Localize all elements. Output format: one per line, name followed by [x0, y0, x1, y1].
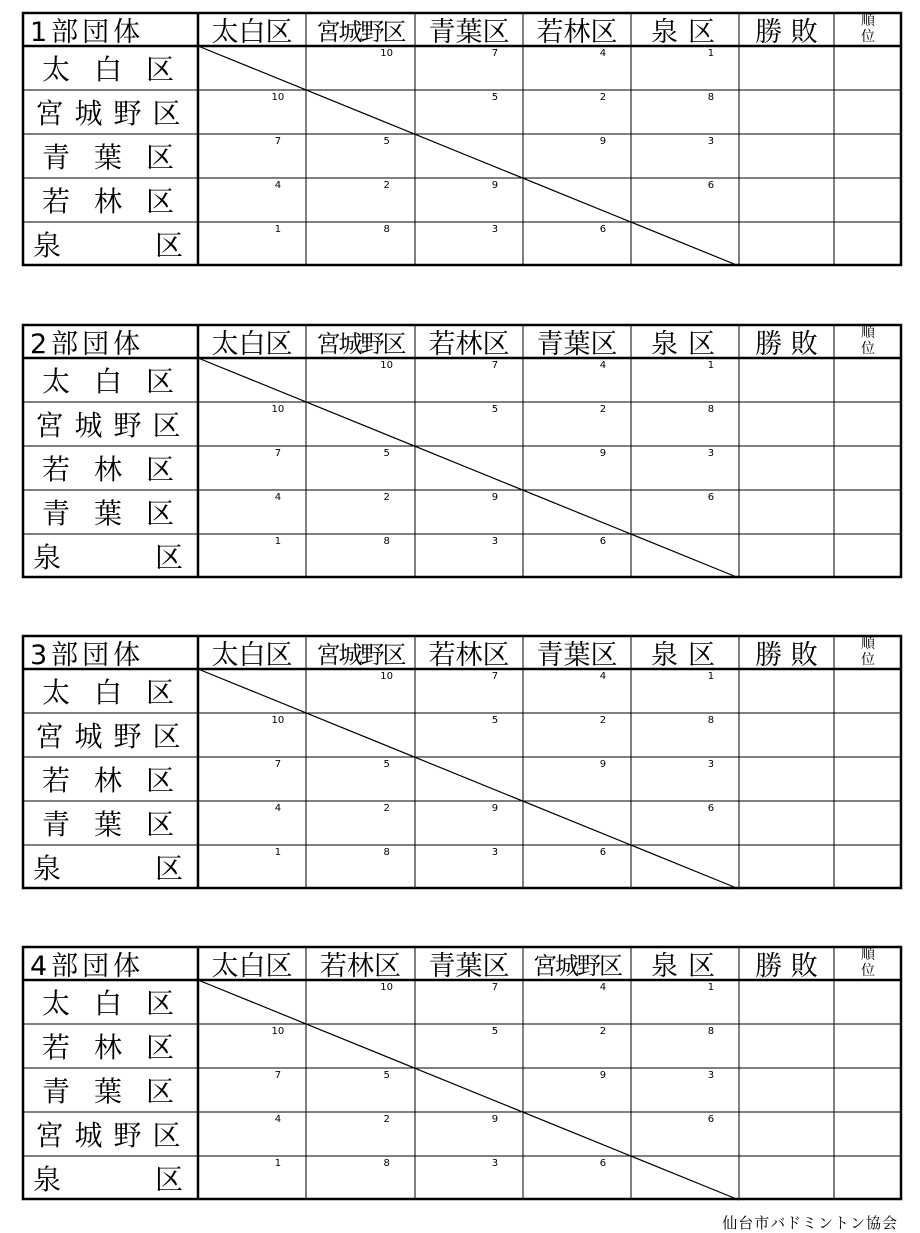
match-number: 5	[491, 715, 499, 726]
match-number: 2	[383, 492, 390, 503]
row-header-team	[22, 134, 198, 178]
match-number: 8	[383, 224, 390, 235]
column-header-team: 青葉区	[536, 639, 618, 669]
match-number: 9	[599, 448, 607, 459]
column-header-team: 若林区	[320, 950, 401, 980]
row-header-team	[22, 1024, 198, 1068]
row-header-char: 区	[152, 1119, 181, 1152]
column-header-win-loss: 勝 敗	[755, 16, 818, 46]
row-header-char: 区	[152, 409, 181, 442]
row-header-char: 青	[41, 497, 70, 530]
column-header-team: 宮城野区	[316, 17, 405, 46]
row-header-char: 区	[145, 1031, 174, 1064]
row-header-team	[22, 178, 198, 222]
rank-label-bottom: 位	[861, 341, 875, 357]
row-header-char: 白	[93, 987, 122, 1020]
match-number: 2	[383, 180, 390, 191]
row-header-char: 太	[41, 676, 70, 709]
match-number: 7	[491, 48, 499, 59]
row-header-char: 太	[41, 365, 70, 398]
match-number: 5	[383, 759, 390, 770]
column-header-team: 泉区	[651, 16, 725, 46]
row-header-char: 区	[145, 987, 174, 1020]
match-number: 4	[274, 1114, 282, 1125]
match-number: 5	[491, 1026, 499, 1037]
row-header-char: 区	[154, 541, 183, 574]
match-number: 7	[491, 982, 499, 993]
match-number: 6	[707, 180, 715, 191]
match-number: 2	[383, 1114, 390, 1125]
rank-label-top: 順	[861, 947, 875, 963]
match-number: 3	[707, 136, 715, 147]
match-number: 8	[707, 715, 715, 726]
row-header-char: 区	[145, 497, 174, 530]
row-header-char: 白	[93, 53, 122, 86]
match-number: 9	[491, 1114, 499, 1125]
match-number: 1	[274, 1158, 282, 1169]
row-header-char: 林	[93, 185, 122, 218]
match-number: 6	[707, 1114, 715, 1125]
row-header-char: 林	[93, 453, 122, 486]
row-header-char: 葉	[93, 808, 122, 841]
row-header-team	[22, 46, 198, 90]
match-number: 10	[271, 404, 285, 415]
match-number: 4	[274, 180, 282, 191]
row-header-char: 泉	[32, 541, 61, 574]
row-header-team	[22, 402, 198, 446]
row-header-char: 宮	[35, 720, 64, 753]
match-number: 1	[707, 48, 715, 59]
rank-label-bottom: 位	[861, 652, 875, 668]
rank-label-bottom: 位	[861, 29, 875, 45]
row-header-team	[22, 90, 198, 134]
match-number: 4	[599, 48, 607, 59]
association-name: 仙台市バドミントン協会	[722, 1214, 898, 1232]
column-header-team: 太白区	[211, 16, 293, 46]
row-header-char: 野	[113, 97, 142, 130]
row-header-team	[22, 222, 198, 266]
row-header-char: 宮	[35, 97, 64, 130]
row-header-char: 野	[113, 1119, 142, 1152]
rank-label-bottom: 位	[861, 963, 875, 979]
match-number: 10	[380, 982, 394, 993]
match-number: 8	[383, 536, 390, 547]
row-header-char: 青	[41, 1075, 70, 1108]
table-cells	[22, 12, 902, 266]
column-header-team: 泉区	[651, 328, 725, 358]
row-header-char: 城	[74, 1119, 103, 1152]
league-table	[22, 635, 902, 889]
match-number: 8	[383, 1158, 390, 1169]
match-number: 6	[707, 803, 715, 814]
match-number: 4	[599, 360, 607, 371]
division-title: 4部団体	[30, 950, 145, 980]
row-header-team	[22, 801, 198, 845]
row-header-char: 区	[145, 764, 174, 797]
column-header-team: 泉区	[651, 639, 725, 669]
row-header-char: 区	[145, 1075, 174, 1108]
match-number: 6	[599, 224, 607, 235]
row-header-char: 白	[93, 676, 122, 709]
row-header-char: 青	[41, 808, 70, 841]
column-header-team: 宮城野区	[316, 640, 405, 669]
match-number: 7	[491, 671, 499, 682]
column-header-team: 青葉区	[428, 950, 510, 980]
column-header-team: 泉区	[651, 950, 725, 980]
row-header-char: 野	[113, 409, 142, 442]
match-number: 5	[491, 404, 499, 415]
row-header-char: 区	[152, 720, 181, 753]
column-header-team: 太白区	[211, 950, 293, 980]
row-header-char: 林	[93, 764, 122, 797]
match-number: 4	[599, 982, 607, 993]
column-header-win-loss: 勝 敗	[755, 950, 818, 980]
match-number: 2	[599, 1026, 607, 1037]
column-header-team: 宮城野区	[316, 329, 405, 358]
row-header-char: 葉	[93, 1075, 122, 1108]
match-number: 5	[383, 448, 390, 459]
match-number: 10	[271, 1026, 285, 1037]
row-header-team	[22, 980, 198, 1024]
match-number: 7	[274, 136, 282, 147]
row-header-char: 若	[41, 185, 70, 218]
match-number: 2	[599, 92, 607, 103]
row-header-char: 野	[113, 720, 142, 753]
column-header-team: 若林区	[536, 16, 618, 46]
division-title: 2部団体	[30, 328, 145, 358]
match-number: 1	[707, 360, 715, 371]
row-header-char: 区	[154, 229, 183, 262]
match-number: 2	[383, 803, 390, 814]
column-header-team: 若林区	[428, 639, 510, 669]
rank-label-top: 順	[861, 13, 875, 29]
match-number: 1	[274, 224, 282, 235]
match-number: 3	[707, 1070, 715, 1081]
table-cells	[22, 946, 902, 1200]
row-header-char: 区	[145, 185, 174, 218]
row-header-char: 区	[145, 53, 174, 86]
row-header-char: 区	[154, 1163, 183, 1196]
match-number: 8	[383, 847, 390, 858]
row-header-team	[22, 669, 198, 713]
match-number: 3	[491, 536, 499, 547]
match-number: 6	[599, 847, 607, 858]
match-number: 1	[274, 847, 282, 858]
league-table	[22, 946, 902, 1200]
match-number: 9	[599, 759, 607, 770]
column-header-team: 太白区	[211, 639, 293, 669]
row-header-char: 若	[41, 764, 70, 797]
match-number: 7	[274, 759, 282, 770]
row-header-char: 葉	[93, 497, 122, 530]
row-header-char: 宮	[35, 1119, 64, 1152]
row-header-team	[22, 757, 198, 801]
match-number: 10	[380, 48, 394, 59]
match-number: 4	[274, 803, 282, 814]
match-number: 8	[707, 404, 715, 415]
row-header-char: 城	[74, 409, 103, 442]
division-title: 3部団体	[30, 639, 145, 669]
row-header-char: 泉	[32, 229, 61, 262]
match-number: 9	[491, 492, 499, 503]
rank-label-top: 順	[861, 636, 875, 652]
match-number: 6	[707, 492, 715, 503]
match-number: 8	[707, 1026, 715, 1037]
match-number: 5	[383, 1070, 390, 1081]
match-number: 5	[383, 136, 390, 147]
row-header-char: 太	[41, 987, 70, 1020]
match-number: 10	[380, 671, 394, 682]
row-header-team	[22, 490, 198, 534]
match-number: 4	[599, 671, 607, 682]
row-header-char: 泉	[32, 1163, 61, 1196]
row-header-char: 区	[145, 676, 174, 709]
column-header-win-loss: 勝 敗	[755, 639, 818, 669]
table-cells	[22, 635, 902, 889]
column-header-team: 青葉区	[428, 16, 510, 46]
match-number: 3	[491, 224, 499, 235]
column-header-rank	[834, 946, 902, 980]
row-header-char: 若	[41, 453, 70, 486]
league-table	[22, 324, 902, 578]
match-number: 1	[707, 982, 715, 993]
row-header-char: 宮	[35, 409, 64, 442]
row-header-char: 区	[154, 852, 183, 885]
match-number: 5	[491, 92, 499, 103]
match-number: 7	[491, 360, 499, 371]
match-number: 3	[707, 448, 715, 459]
row-header-team	[22, 1068, 198, 1112]
match-number: 10	[380, 360, 394, 371]
row-header-char: 若	[41, 1031, 70, 1064]
row-header-char: 城	[74, 97, 103, 130]
row-header-team	[22, 1156, 198, 1200]
row-header-team	[22, 713, 198, 757]
row-header-char: 区	[152, 97, 181, 130]
match-number: 9	[491, 803, 499, 814]
row-header-char: 区	[145, 453, 174, 486]
row-header-char: 区	[145, 808, 174, 841]
match-number: 7	[274, 448, 282, 459]
division-title: 1部団体	[30, 16, 145, 46]
match-number: 9	[599, 136, 607, 147]
league-table	[22, 12, 902, 266]
row-header-team	[22, 446, 198, 490]
row-header-team	[22, 1112, 198, 1156]
row-header-char: 太	[41, 53, 70, 86]
match-number: 6	[599, 1158, 607, 1169]
match-number: 1	[707, 671, 715, 682]
row-header-char: 区	[145, 141, 174, 174]
match-number: 7	[274, 1070, 282, 1081]
column-header-team: 太白区	[211, 328, 293, 358]
match-number: 9	[491, 180, 499, 191]
row-header-char: 林	[93, 1031, 122, 1064]
column-header-rank	[834, 324, 902, 358]
column-header-rank	[834, 635, 902, 669]
match-number: 3	[707, 759, 715, 770]
match-number: 3	[491, 1158, 499, 1169]
row-header-char: 葉	[93, 141, 122, 174]
column-header-team: 宮城野区	[533, 951, 621, 980]
column-header-team: 若林区	[428, 328, 510, 358]
match-number: 2	[599, 715, 607, 726]
column-header-team: 青葉区	[536, 328, 618, 358]
row-header-char: 青	[41, 141, 70, 174]
match-number: 8	[707, 92, 715, 103]
match-number: 3	[491, 847, 499, 858]
match-number: 2	[599, 404, 607, 415]
match-number: 6	[599, 536, 607, 547]
row-header-char: 区	[145, 365, 174, 398]
row-header-char: 白	[93, 365, 122, 398]
row-header-char: 城	[74, 720, 103, 753]
row-header-team	[22, 534, 198, 578]
row-header-team	[22, 845, 198, 889]
table-cells	[22, 324, 902, 578]
row-header-char: 泉	[32, 852, 61, 885]
rank-label-top: 順	[861, 325, 875, 341]
row-header-team	[22, 358, 198, 402]
column-header-win-loss: 勝 敗	[755, 328, 818, 358]
match-number: 9	[599, 1070, 607, 1081]
match-number: 1	[274, 536, 282, 547]
column-header-rank	[834, 12, 902, 46]
match-number: 4	[274, 492, 282, 503]
match-number: 10	[271, 92, 285, 103]
match-number: 10	[271, 715, 285, 726]
